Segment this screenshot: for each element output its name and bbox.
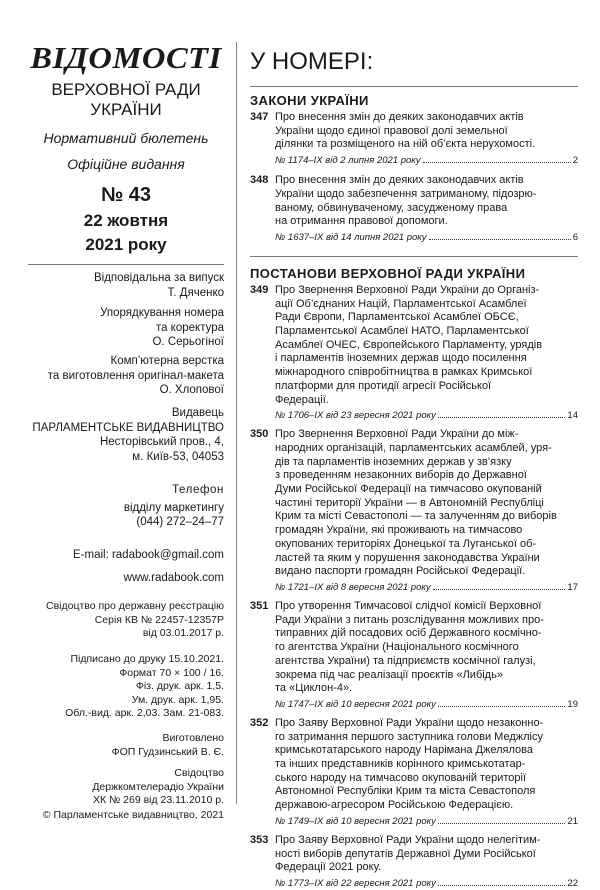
entry-title-line: Про внесення змін до деяких законодавчих актів (275, 111, 524, 123)
entry-act-number: № 1706–IX від 23 вересня 2021 року (275, 410, 436, 422)
entry-title-line: дів та парламентів іноземних держав у зв’язку (275, 455, 512, 468)
entry-page-number: 21 (567, 815, 578, 827)
entry-title-line: Про Звернення Верховної Ради України до Організ- (275, 283, 540, 296)
entry-number: 351 (250, 599, 269, 612)
imprint-line: Свідоцтво про державну реєстрацію (46, 600, 224, 612)
layout-block (28, 354, 224, 398)
entry-title-line: кримськотатарського народу Нарімана Джелялова (275, 744, 533, 757)
column-divider (236, 42, 237, 804)
entry-title-line: державою-агресором Російською Федерацією. (275, 799, 514, 812)
entry-title-line: Про внесення змін до деяких законодавчих актів (275, 174, 524, 187)
imprint-line: ХК № 269 від 23.11.2010 р. (92, 794, 224, 806)
cert2-block (28, 767, 224, 808)
masthead-line2: УКРАЇНИ (90, 100, 162, 119)
contents-entry[interactable] (250, 284, 578, 422)
dot-leader (438, 417, 566, 418)
entry-page-number: 2 (572, 155, 578, 167)
imprint-line: ФОП Гудзинський В. Є. (111, 745, 224, 758)
masthead (28, 40, 224, 255)
entry-title-line: ділянки та розміщеного на ній об’єкта нерухомості. (275, 138, 536, 151)
entry-number: 348 (250, 174, 269, 187)
made-block (28, 732, 224, 759)
entry-title-line: та «Циклон-4». (275, 682, 353, 695)
imprint-line: Упорядкування номера (100, 307, 224, 319)
entry-title-line: Федерації 2021 року. (275, 861, 382, 874)
contents-column (250, 48, 578, 890)
imprint-line: Серія КВ № 22457-12357Р (94, 613, 224, 626)
copyright-block (28, 809, 224, 823)
entry-title-line: го затримання першого заступника голови Меджлісу (275, 730, 543, 743)
entry-title-line: Про Заяву Верховної Ради України щодо незаконно- (275, 716, 544, 729)
imprint-line: Держкомтелерадіо України (92, 780, 224, 793)
entry-title-line: агентства України) та підприємств космічної галузі, (275, 654, 536, 667)
contacts-block (28, 548, 224, 585)
dot-leader (433, 589, 566, 590)
imprint-line: Несторівський пров., 4, (99, 436, 224, 448)
section-title-laws: ЗАКОНИ УКРАЇНИ (250, 93, 369, 108)
website-link[interactable]: www.radabook.com (123, 571, 224, 584)
laws-list (250, 111, 578, 244)
entry-title-line: ності виборів депутатів Державної Думи Російської (275, 847, 536, 860)
imprint-line: від 03.01.2017 р. (142, 627, 224, 639)
entry-title-line: типравних дій посадових осіб Державного космічно- (275, 627, 542, 640)
contents-heading: У НОМЕРІ: (250, 48, 374, 75)
entry-act-number: № 1773–IX від 22 вересня 2021 року (275, 877, 436, 889)
entry-act-number: № 1637–IX від 14 липня 2021 року (275, 231, 427, 243)
entry-title-line: з проведенням незаконних виборів до Державної (275, 469, 527, 482)
entry-title-line: на отримання правової допомоги. (275, 215, 448, 228)
entry-title-line: Парламентської Асамблеї НАТО, Парламентської (275, 325, 529, 338)
entry-reference (275, 232, 578, 244)
imprint-line: Обл.-вид. арк. 2,03. Зам. 21-083. (65, 707, 224, 719)
entry-title-line: Асамблеї ОЧЕС, Європейського Парламенту, урядів (275, 338, 543, 351)
masthead-line1: ВЕРХОВНОЇ РАДИ (51, 80, 201, 99)
entry-title-line: Крим та місті Севастополі — та залученням до виборів (275, 510, 557, 523)
divider (250, 256, 578, 257)
entry-page-number: 19 (567, 698, 578, 710)
imprint-line: м. Київ-53, 04053 (132, 450, 224, 463)
entry-act-number: № 1174–IX від 2 липня 2021 року (275, 155, 421, 167)
imprint-line: Свідоцтво (174, 767, 224, 779)
entry-title-line: ації Об’єднаних Націй, Парламентської Асамблеї (275, 297, 527, 310)
entry-title-line: ського народу на тимчасово окупованій території (275, 771, 526, 784)
entry-reference (275, 699, 578, 711)
imprint-line: Відповідальна за випуск (94, 272, 224, 284)
imprint-line: О. Серьогіної (152, 336, 224, 348)
entry-reference (275, 410, 578, 422)
entry-title-line: видано паспорти громадян Російської Федерації. (275, 565, 526, 578)
dot-leader (429, 239, 571, 240)
contents-entry[interactable] (250, 428, 578, 594)
entry-number: 349 (250, 283, 269, 296)
publisher-block (28, 406, 224, 464)
entry-title-line: Федерації. (275, 393, 329, 406)
imprint-line: Ум. друк. арк. 1,95. (131, 693, 224, 706)
left-column (28, 40, 224, 821)
dot-leader (438, 706, 566, 707)
issue-date-year: 2021 року (85, 235, 167, 254)
contents-entry[interactable] (250, 717, 578, 828)
entry-number: 350 (250, 428, 269, 441)
imprint-line: Формат 70 × 100 / 16. (119, 666, 224, 679)
imprint-line: та коректура (155, 321, 224, 334)
divider (250, 86, 578, 87)
print-block (28, 653, 224, 721)
entry-title-line: частині території України — в Автономній Республіці (275, 496, 544, 509)
resolutions-list (250, 284, 578, 890)
contents-entry[interactable] (250, 600, 578, 711)
entry-page-number: 17 (567, 581, 578, 593)
entry-reference (275, 155, 578, 167)
entry-act-number: № 1747–IX від 10 вересня 2021 року (275, 698, 436, 710)
phone-block (28, 483, 224, 530)
entry-title-line: народних організацій, парламентських асамблей, уря- (275, 441, 552, 454)
imprint-line: Фіз. друк. арк. 1,5. (135, 680, 224, 692)
copyright: © Парламентське видавництво, 2021 (42, 809, 224, 821)
entry-title-line: України щодо єдиної правової долі земельної (275, 124, 508, 137)
entry-title-line: зокрема під час реалізації проєктів «Либідь» (275, 668, 503, 681)
divider (28, 264, 224, 265)
entry-title-line: ваному, обвинуваченому, засудженому права (275, 201, 508, 214)
imprint-line: Видавець (171, 407, 224, 419)
imprint-line: Виготовлено (162, 732, 224, 744)
entry-title-line: Про утворення Тимчасової слідчої комісії Верховної (275, 599, 542, 612)
issue-number: № 43 (100, 184, 152, 206)
email-link[interactable]: E-mail: radabook@gmail.com (72, 549, 224, 561)
entry-page-number: 6 (572, 231, 578, 243)
entry-title-line: та інших представників корінного кримськотатар- (275, 758, 526, 771)
entry-title-line: платформи для протидії агресії Російської (275, 379, 492, 392)
entry-title-line: України щодо забезпечення затриманому, підозрю- (275, 187, 537, 200)
entry-title-line: Автономної Республіки Крим та міста Севастополя (275, 785, 536, 798)
dot-leader (423, 162, 571, 163)
phone-number: (044) 272–24–77 (136, 516, 224, 528)
contents-entry[interactable] (250, 834, 578, 890)
contents-entry[interactable] (250, 111, 578, 167)
entry-act-number: № 1721–IX від 8 вересня 2021 року (275, 581, 431, 593)
dot-leader (438, 885, 566, 886)
journal-logo: ВІДОМОСТІ (30, 40, 222, 75)
entry-title-line: громадян України, які проживають на тимчасово (275, 524, 523, 537)
imprint-line: Комп’ютерна верстка (110, 355, 224, 367)
entry-reference (275, 816, 578, 828)
entry-title-line: го агентства України (Національного космічного (275, 641, 519, 654)
bulletin-label: Нормативний бюлетень (43, 130, 209, 146)
entry-title-line: Ради України з питань розслідування можливих про- (275, 613, 544, 626)
entry-title-line: окупованих територіях Донецької та Луганської об- (275, 537, 537, 550)
entry-reference (275, 582, 578, 594)
imprint-line: Підписано до друку 15.10.2021. (70, 653, 224, 665)
entry-number: 347 (250, 111, 269, 123)
entry-title-line: Про Звернення Верховної Ради України до між- (275, 428, 519, 441)
compiler-block (28, 306, 224, 350)
imprint-line: та виготовлення оригінал-макета (47, 369, 224, 382)
official-label: Офіційне видання (67, 156, 185, 172)
imprint-line: О. Хлопової (159, 384, 224, 396)
responsible-block (28, 271, 224, 300)
entry-page-number: 22 (567, 877, 578, 889)
contents-entry[interactable] (250, 174, 578, 244)
entry-number: 352 (250, 716, 269, 729)
section-title-resolutions: ПОСТАНОВИ ВЕРХОВНОЇ РАДИ УКРАЇНИ (250, 265, 526, 281)
entry-title-line: міжнародного співробітництва в рамках Кримської (275, 366, 533, 379)
entry-title-line: Про Заяву Верховної Ради України щодо нелегітим- (275, 833, 541, 846)
entry-title-line: Ради Європи, Парламентської Асамблеї ОБСЄ, (275, 311, 519, 324)
entry-number: 353 (250, 833, 269, 846)
certificate-block (28, 600, 224, 641)
issue-date-day: 22 жовтня (83, 211, 169, 230)
entry-act-number: № 1749–IX від 10 вересня 2021 року (275, 815, 436, 827)
entry-title-line: ластей та яким у порушення законодавства України (275, 551, 540, 564)
dot-leader (438, 823, 566, 824)
imprint-line: Т. Дяченко (167, 286, 224, 299)
entry-title-line: Думи Російської Федерації на тимчасово окупованій (275, 483, 542, 496)
imprint-line: відділу маркетингу (123, 501, 224, 514)
entry-title-line: і парламентів іноземних держав щодо посилення (275, 352, 527, 365)
entry-reference (275, 878, 578, 890)
phone-title: Телефон (172, 484, 224, 496)
entry-page-number: 14 (567, 410, 578, 422)
imprint-line: ПАРЛАМЕНТСЬКЕ ВИДАВНИЦТВО (32, 421, 224, 434)
